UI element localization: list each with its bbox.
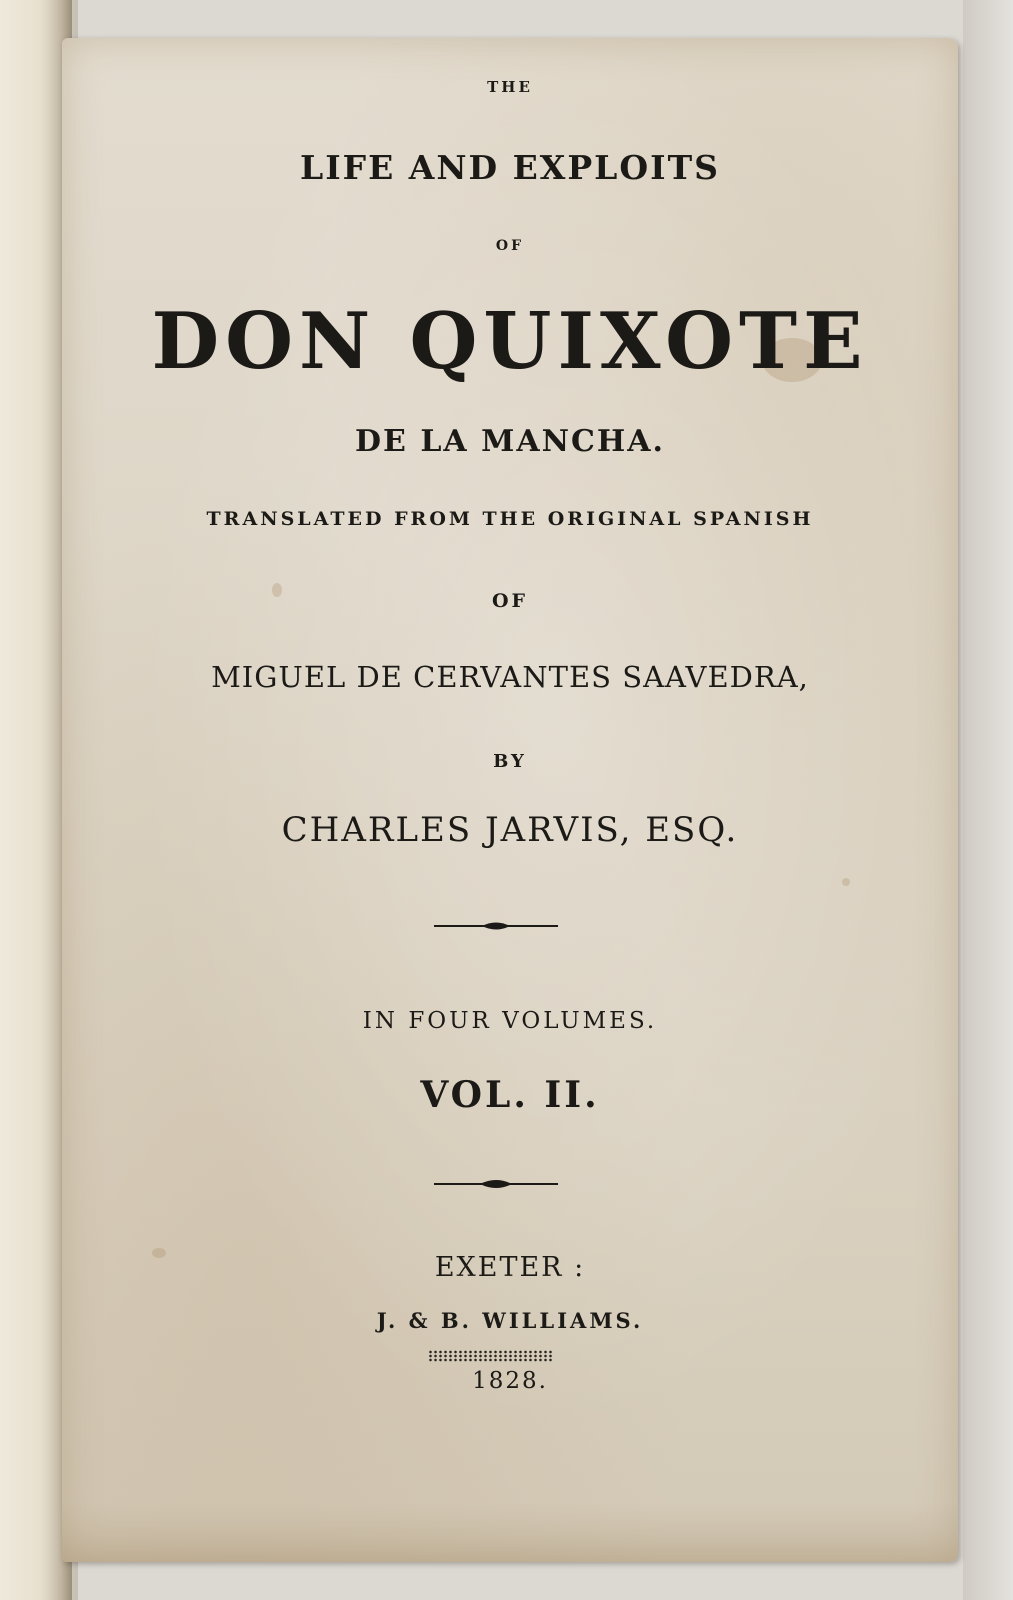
title-page-text xyxy=(62,38,958,1562)
publisher-name: J. & B. WILLIAMS. xyxy=(376,1308,644,1333)
dotted-rule-icon xyxy=(428,1350,552,1362)
publication-city: EXETER : xyxy=(434,1252,586,1283)
volume-number: VOL. II. xyxy=(420,1074,600,1116)
of-line: OF xyxy=(491,590,529,612)
title-life-and-exploits: LIFE AND EXPLOITS xyxy=(300,148,720,187)
diamond-rule-ornament-icon xyxy=(434,1176,558,1192)
book-title: DON QUIXOTE xyxy=(151,296,869,387)
backdrop xyxy=(963,0,1013,1600)
title-page xyxy=(62,38,958,1562)
title-of-small: OF xyxy=(495,238,525,254)
title-de-la-mancha: DE LA MANCHA. xyxy=(355,424,665,459)
volume-count: IN FOUR VOLUMES. xyxy=(362,1008,658,1034)
title-the: THE xyxy=(487,78,533,96)
translator-name: CHARLES JARVIS, ESQ. xyxy=(281,810,739,850)
author-name: MIGUEL DE CERVANTES SAAVEDRA, xyxy=(211,660,809,694)
translated-from-line: TRANSLATED FROM THE ORIGINAL SPANISH xyxy=(206,508,814,530)
by-line: BY xyxy=(493,751,527,772)
publication-year: 1828. xyxy=(472,1368,548,1394)
diamond-rule-ornament-icon xyxy=(434,918,558,934)
